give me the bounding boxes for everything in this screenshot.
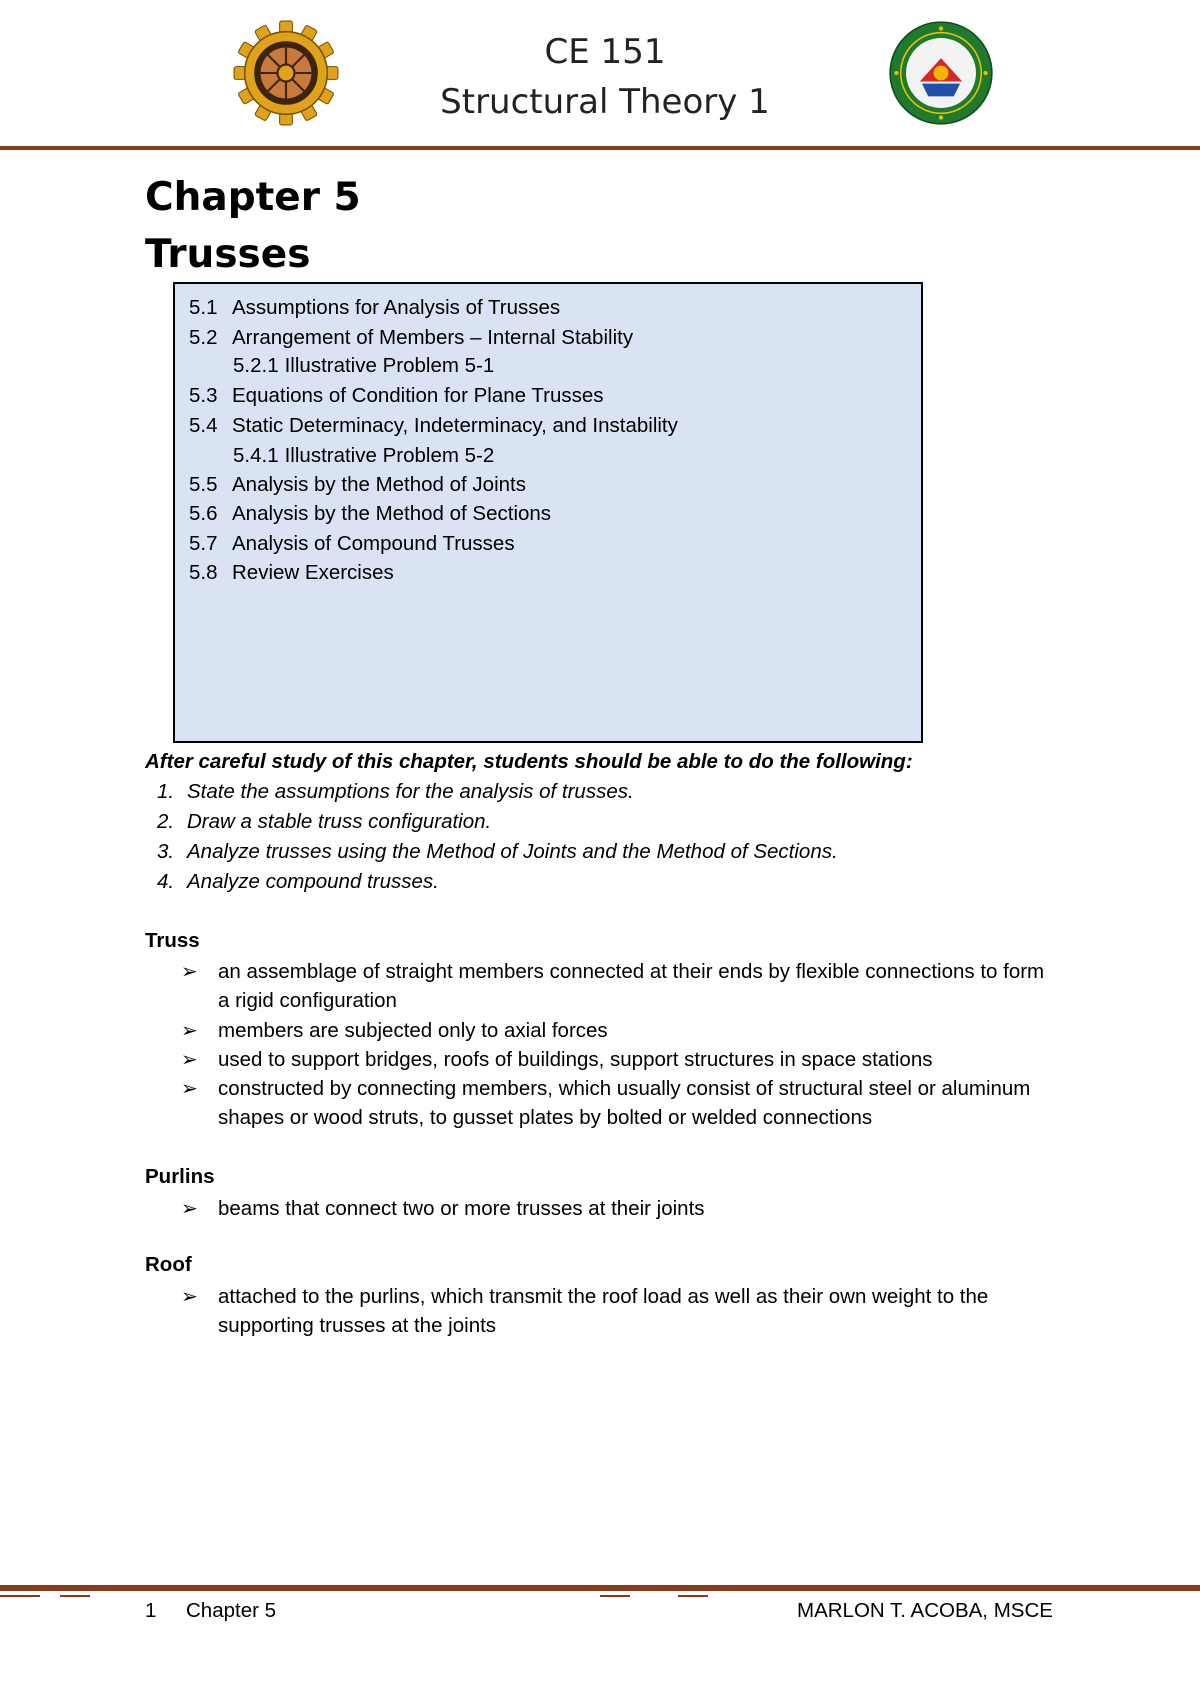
footer-rule-accent [60,1595,90,1597]
truss-bullet: ➢ an assemblage of straight members connected at their ends by flexible connections to form a rigid configuration [181,959,1045,1012]
course-title: Structural Theory 1 [440,82,770,122]
footer-chapter: Chapter 5 [186,1599,277,1622]
footer-rule-accent [678,1595,708,1597]
footer-author: MARLON T. ACOBA, MSCE [797,1599,1053,1622]
contents-item: 5.3 Equations of Condition for Plane Trusses [189,384,604,407]
chapter-title: Trusses [145,232,311,277]
objective-item: 3. Analyze trusses using the Method of Joints and the Method of Sections. [157,840,838,863]
university-seal-icon [888,20,994,126]
truss-bullet: ➢ members are subjected only to axial forces [181,1016,1061,1045]
contents-subitem: 5.4.1 Illustrative Problem 5-2 [233,444,495,467]
contents-item: 5.7 Analysis of Compound Trusses [189,532,515,555]
contents-subitem: 5.2.1 Illustrative Problem 5-1 [233,354,495,377]
objective-item: 2. Draw a stable truss configuration. [157,810,492,833]
page-number: 1 [145,1599,157,1622]
contents-item: 5.8 Review Exercises [189,561,394,584]
truss-bullet: ➢ used to support bridges, roofs of buildings, support structures in space stations [181,1045,1061,1074]
arrow-bullet-icon: ➢ [181,1284,198,1308]
term-truss: Truss [145,929,200,952]
term-roof: Roof [145,1253,192,1276]
term-purlins: Purlins [145,1165,215,1188]
contents-item: 5.5 Analysis by the Method of Joints [189,473,526,496]
purlins-bullet: ➢ beams that connect two or more trusses at their joints [181,1194,1061,1223]
objective-item: 1. State the assumptions for the analysis of trusses. [157,780,634,803]
arrow-bullet-icon: ➢ [181,1196,198,1220]
arrow-bullet-icon: ➢ [181,1076,198,1100]
footer-rule-accent [0,1595,40,1597]
footer-rule [0,1585,1200,1591]
course-code: CE 151 [544,32,666,72]
contents-item: 5.1 Assumptions for Analysis of Trusses [189,296,561,319]
contents-item: 5.2 Arrangement of Members – Internal Stability [189,326,634,349]
contents-box [173,282,923,743]
roof-bullet: ➢ attached to the purlins, which transmit the roof load as well as their own weight to the supporting trusses at the joints [181,1284,989,1337]
arrow-bullet-icon: ➢ [181,1047,198,1071]
chapter-label: Chapter 5 [145,175,361,220]
truss-bullet: ➢ constructed by connecting members, which usually consist of structural steel or aluminum shapes or wood struts, to gusset plates by bolted or welded connections [181,1076,1031,1129]
contents-item: 5.6 Analysis by the Method of Sections [189,502,552,525]
objectives-heading: After careful study of this chapter, students should be able to do the following: [145,750,913,773]
arrow-bullet-icon: ➢ [181,1018,198,1042]
footer-rule-accent [600,1595,630,1597]
header-rule [0,146,1200,150]
contents-item: 5.4 Static Determinacy, Indeterminacy, and Instability [189,414,678,437]
objective-item: 4. Analyze compound trusses. [157,870,439,893]
arrow-bullet-icon: ➢ [181,959,198,983]
